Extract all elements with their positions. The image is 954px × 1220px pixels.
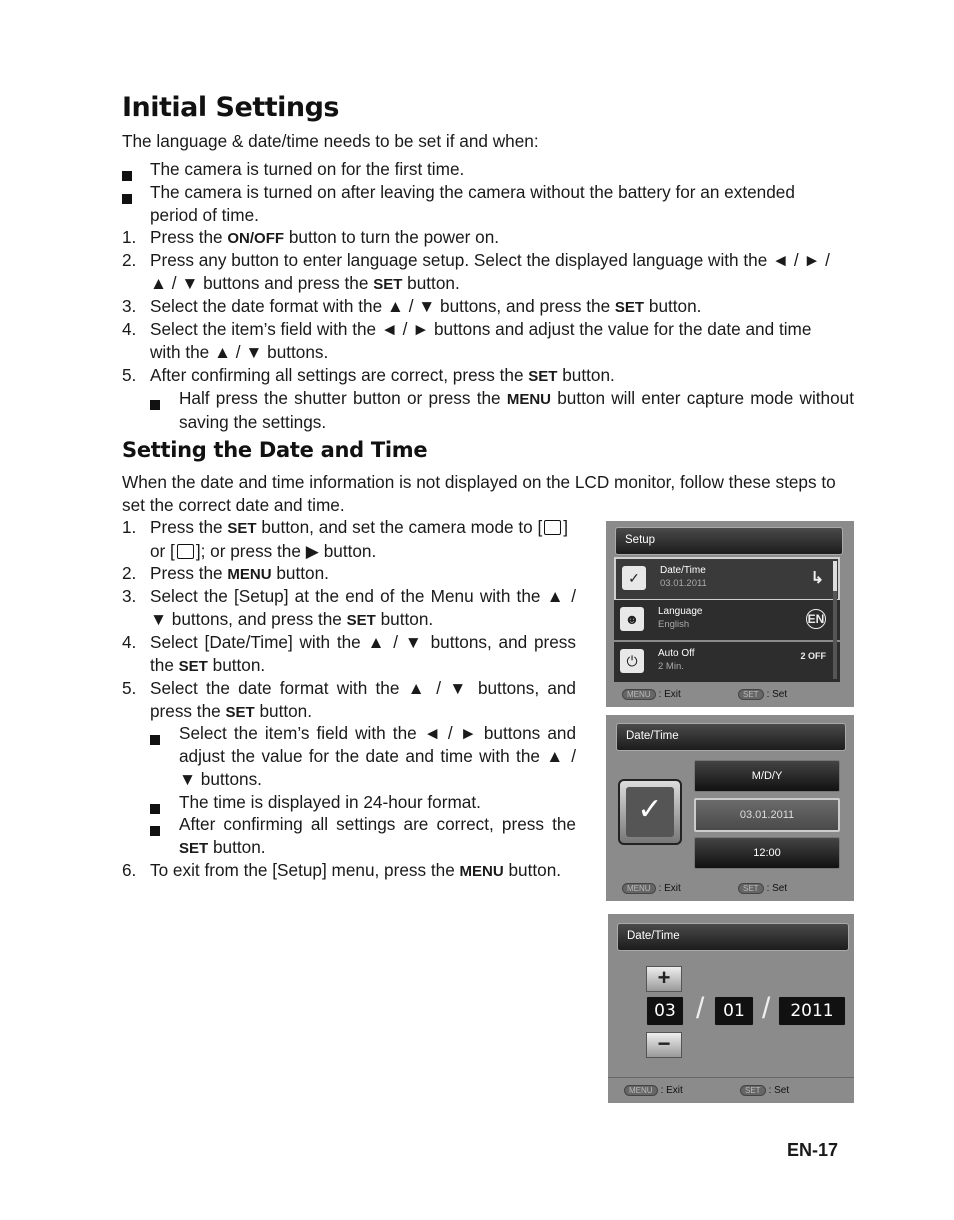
- clock-icon: ✓: [618, 779, 682, 845]
- day-field[interactable]: 01: [714, 996, 754, 1026]
- calendar-icon: ✓: [622, 566, 646, 590]
- screen-title-bar: Date/Time: [617, 923, 849, 951]
- set-hint: SET : Set: [740, 1085, 789, 1096]
- en-icon: EN: [806, 609, 826, 629]
- screen-title-bar: Date/Time: [616, 723, 846, 751]
- intro2-text: When the date and time information is not displayed on the LCD monitor, follow these steps to set the correct date and time.: [122, 472, 836, 515]
- language-icon: ☻: [620, 607, 644, 631]
- video-mode-icon: [177, 544, 194, 559]
- datetime-format-screen: [606, 715, 854, 901]
- menu-row-datetime[interactable]: ✓ Date/Time 03.01.2011 ↳: [614, 557, 840, 601]
- plus-button[interactable]: +: [646, 966, 682, 992]
- format-option[interactable]: M/D/Y: [694, 760, 840, 792]
- bullet-square: [150, 735, 160, 745]
- bullet-square: [150, 804, 160, 814]
- scrollbar[interactable]: [833, 561, 837, 679]
- set-hint: SET : Set: [738, 883, 787, 894]
- minus-button[interactable]: −: [646, 1032, 682, 1058]
- exit-hint: MENU : Exit: [624, 1085, 683, 1096]
- section-heading: Setting the Date and Time: [122, 438, 428, 462]
- camera-mode-icon: [544, 520, 561, 535]
- set-hint: SET : Set: [738, 689, 787, 700]
- date-option[interactable]: 03.01.2011: [694, 798, 840, 832]
- time-option[interactable]: 12:00: [694, 837, 840, 869]
- month-field[interactable]: 03: [646, 996, 684, 1026]
- menu-row-autooff[interactable]: ⏻ Auto Off 2 Min. 2 OFF: [614, 642, 840, 682]
- bullet-square: [150, 826, 160, 836]
- auto-off-icon: 2 OFF: [800, 651, 826, 661]
- date-entry-screen: Date/Time + 03 / 01 / 2011 − MENU : Exit SET : Set: [608, 914, 854, 1103]
- setup-screen: [606, 521, 854, 707]
- bullet-square: [122, 171, 132, 181]
- screen-title-bar: Setup: [615, 527, 843, 555]
- bullet-square: [122, 194, 132, 204]
- power-icon: ⏻: [620, 649, 644, 673]
- page-title: Initial Settings: [122, 92, 340, 123]
- year-field[interactable]: 2011: [778, 996, 846, 1026]
- enter-arrow-icon: ↳: [810, 570, 824, 587]
- page-number: EN-17: [786, 1140, 838, 1160]
- intro-text: The language & date/time needs to be set if and when:: [122, 131, 539, 151]
- exit-hint: MENU : Exit: [622, 689, 681, 700]
- playback-icon: ▶: [305, 541, 319, 561]
- bullet-square: [150, 400, 160, 410]
- menu-row-language[interactable]: ☻ Language English EN: [614, 600, 840, 640]
- exit-hint: MENU : Exit: [622, 883, 681, 894]
